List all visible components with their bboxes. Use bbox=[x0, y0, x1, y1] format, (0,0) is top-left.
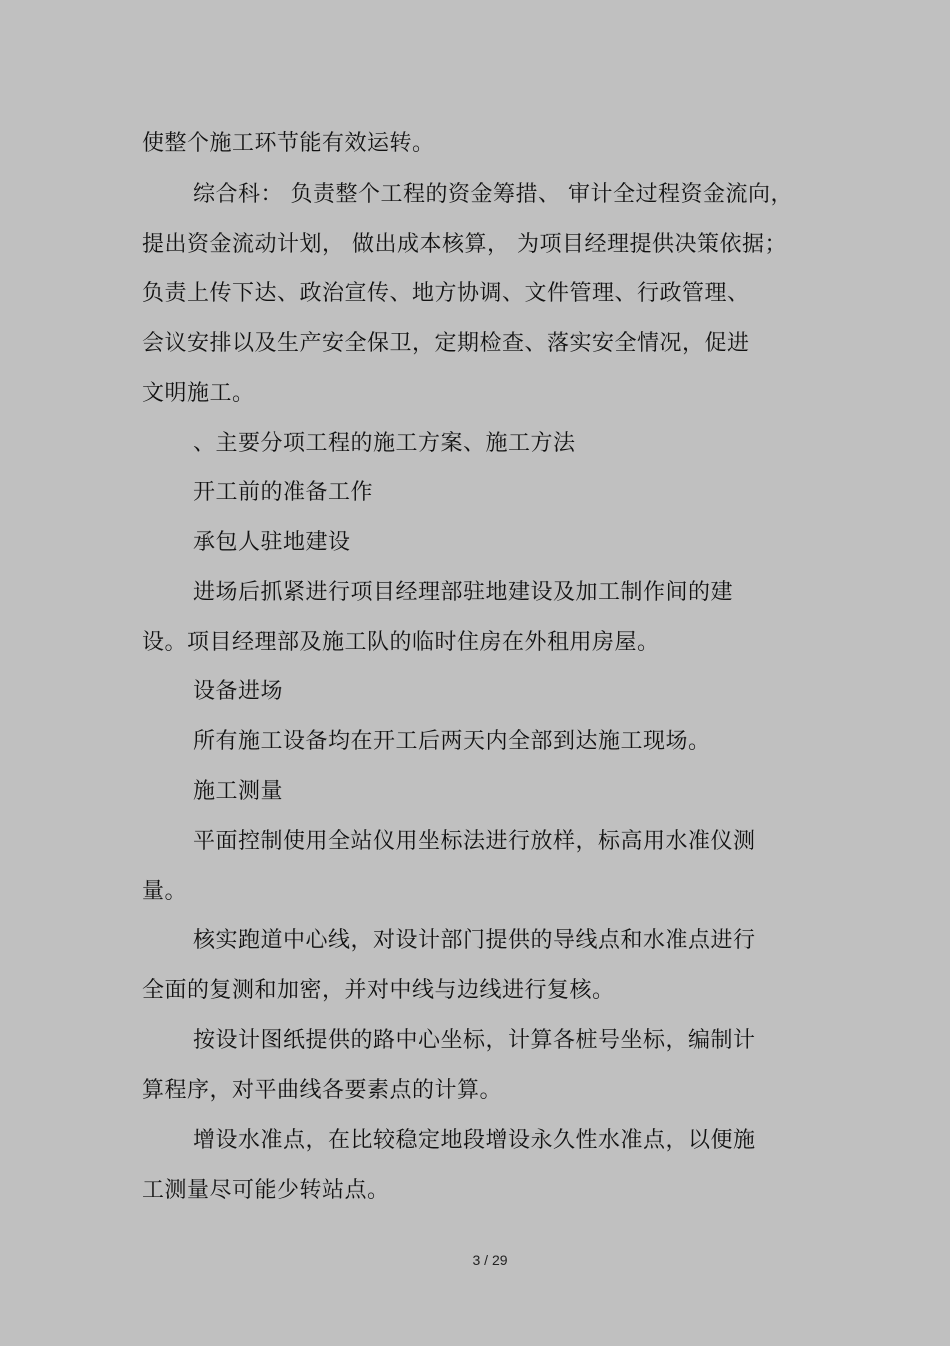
text-line: 提出资金流动计划， 做出成本核算， 为项目经理提供决策依据； bbox=[142, 232, 787, 257]
text-line: 进场后抓紧进行项目经理部驻地建设及加工制作间的建 bbox=[193, 580, 734, 605]
text-line: 设。项目经理部及施工队的临时住房在外租用房屋。 bbox=[142, 630, 660, 655]
text-line: 文明施工。 bbox=[142, 381, 255, 406]
subsection-heading: 开工前的准备工作 bbox=[193, 480, 374, 505]
text-line: 量。 bbox=[142, 879, 188, 904]
text-line: 全面的复测和加密，并对中线与边线进行复核。 bbox=[142, 978, 615, 1003]
subsection-heading: 承包人驻地建设 bbox=[193, 530, 351, 555]
text-line: 综合科： 负责整个工程的资金筹措、 审计全过程资金流向， bbox=[193, 182, 793, 207]
text-line: 负责上传下达、政治宣传、地方协调、文件管理、行政管理、 bbox=[142, 281, 750, 306]
section-heading: 、主要分项工程的施工方案、施工方法 bbox=[193, 431, 576, 456]
page-number: 3 / 29 bbox=[472, 1252, 508, 1268]
text-line: 增设水准点，在比较稳定地段增设永久性水准点，以便施 bbox=[193, 1128, 756, 1153]
text-line: 算程序，对平曲线各要素点的计算。 bbox=[142, 1078, 503, 1103]
subsection-heading: 设备进场 bbox=[193, 679, 284, 704]
text-line: 按设计图纸提供的路中心坐标，计算各桩号坐标，编制计 bbox=[193, 1028, 756, 1053]
text-line: 工测量尽可能少转站点。 bbox=[142, 1178, 390, 1203]
subsection-heading: 施工测量 bbox=[193, 779, 284, 804]
text-line: 所有施工设备均在开工后两天内全部到达施工现场。 bbox=[193, 729, 711, 754]
text-line: 会议安排以及生产安全保卫，定期检查、落实安全情况，促进 bbox=[142, 331, 750, 356]
text-line: 核实跑道中心线，对设计部门提供的导线点和水准点进行 bbox=[193, 928, 756, 953]
text-line: 平面控制使用全站仪用坐标法进行放样，标高用水准仪测 bbox=[193, 829, 756, 854]
text-line: 使整个施工环节能有效运转。 bbox=[142, 131, 435, 156]
